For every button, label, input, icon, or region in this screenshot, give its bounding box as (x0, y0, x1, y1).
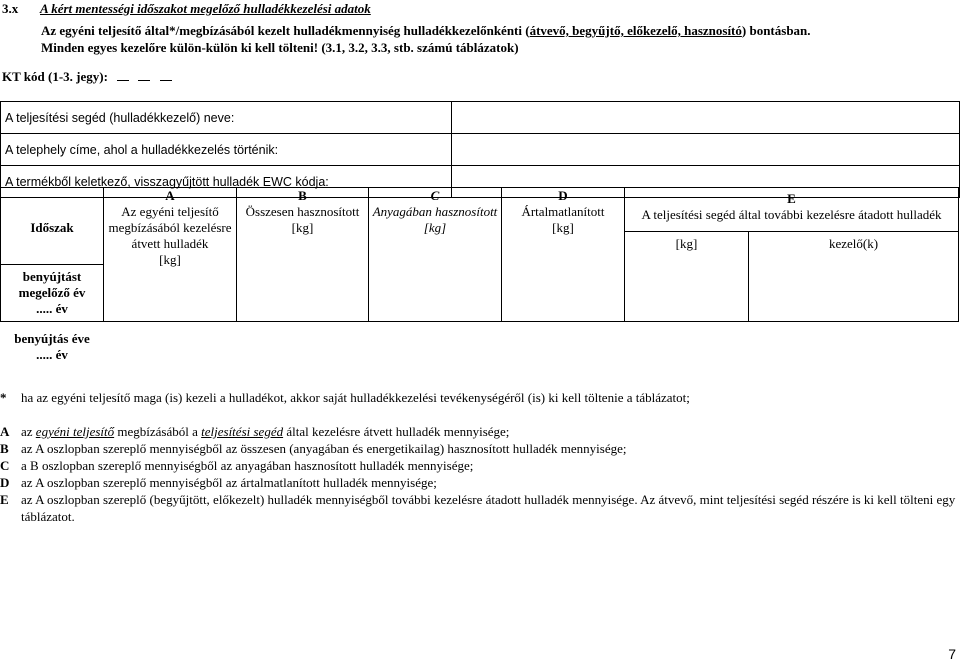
intro-part2: ) bontásban. (741, 23, 811, 38)
row-curr-line2: ..... év (36, 347, 68, 363)
row-curr-line1: benyújtás éve (14, 331, 90, 347)
col-c-text: Anyagában hasznosított (372, 204, 498, 219)
col-c-unit: [kg] (423, 220, 447, 235)
note-b (0, 440, 958, 457)
info-label: A termékből keletkező, visszagyűjtött hulladék EWC kódja: (1, 166, 452, 198)
col-e-text: A teljesítési segéd által további kezelésre átadott hulladék (641, 207, 942, 222)
col-d-letter: D (558, 188, 568, 203)
row-current-year-label (1, 322, 104, 373)
info-table (0, 101, 960, 198)
cell-curr-e-kg[interactable] (625, 322, 749, 373)
note-key: B (0, 441, 9, 456)
row-prev-line1: benyújtást (22, 269, 82, 284)
col-e-sub-handler (749, 232, 959, 322)
cell-curr-e-handler[interactable] (749, 322, 959, 373)
col-e-sub-kg (625, 232, 749, 322)
intro-text (41, 22, 941, 56)
col-d-unit: [kg] (552, 220, 574, 235)
note-text: az A oszlopban szereplő mennyiségből az összesen (anyagában és energetikailag) hasznosított hulladék mennyisége; (21, 441, 627, 456)
note-key: C (0, 458, 10, 473)
note-a-post: által kezelésre átvett hulladék mennyisége; (283, 424, 510, 439)
note-a (0, 423, 958, 440)
col-d-text: Ártalmatlanított (521, 204, 605, 219)
info-row-address (1, 134, 960, 166)
col-a-letter: A (165, 188, 175, 203)
note-c (0, 457, 958, 474)
col-e-sub2: kezelő(k) (828, 236, 879, 251)
col-d-header (502, 188, 625, 322)
note-text: ha az egyéni teljesítő maga (is) kezeli a hulladékot, akkor saját hulladékkezelési tevékenységéről (is) ki kell töltenie a táblázatot; (21, 390, 690, 405)
col-b-text: Összesen hasznosított (245, 204, 360, 219)
note-key: D (0, 475, 10, 490)
cell-curr-d[interactable] (502, 322, 625, 373)
info-value-field[interactable] (451, 134, 959, 166)
section-number: 3.x (2, 1, 19, 16)
col-e-sub1: [kg] (675, 236, 698, 251)
period-header: Időszak (30, 220, 74, 235)
col-b-header (237, 188, 369, 322)
cell-curr-a[interactable] (104, 322, 237, 373)
section-title: A kért mentességi időszakot megelőző hulladékkezelési adatok (40, 1, 371, 16)
waste-data-table (0, 187, 959, 373)
note-e (0, 491, 958, 525)
col-b-unit: [kg] (291, 220, 314, 235)
col-e-header (625, 188, 959, 232)
note-text: a B oszlopban szereplő mennyiségből az anyagában hasznosított hulladék mennyisége; (21, 458, 474, 473)
note-text: az A oszlopban szereplő mennyiségből az ártalmatlanított hulladék mennyisége; (21, 475, 437, 490)
col-a-unit: [kg] (159, 252, 181, 267)
note-d (0, 474, 958, 491)
page-number: 7 (948, 646, 956, 662)
cell-curr-b[interactable] (237, 322, 369, 373)
note-key: E (0, 492, 9, 507)
info-label: A telephely címe, ahol a hulladékkezelés történik: (1, 134, 452, 166)
col-a-header (104, 188, 237, 322)
col-c-header (369, 188, 502, 322)
note-text (21, 423, 958, 440)
info-label: A teljesítési segéd (hulladékkezelő) neve: (1, 102, 452, 134)
intro-roles: átvevő, begyűjtő, előkezelő, hasznosító (529, 23, 742, 38)
intro-line2: Minden egyes kezelőre külön-külön ki kell tölteni! (3.1, 3.2, 3.3, stb. számú táblázatok) (41, 40, 519, 55)
note-a-mid: megbízásából a (114, 424, 202, 439)
kt-code-label: KT kód (1-3. jegy): (2, 69, 108, 84)
row-prev-line2: megelőző év (18, 285, 86, 300)
footnotes (0, 389, 958, 525)
col-b-letter: B (298, 188, 307, 203)
info-row-name (1, 102, 960, 134)
kt-digit-1[interactable] (117, 69, 129, 81)
info-value-field[interactable] (451, 102, 959, 134)
note-key: * (0, 390, 7, 405)
note-key: A (0, 424, 10, 439)
note-a-term2: teljesítési segéd (201, 424, 284, 439)
note-star (0, 389, 958, 406)
kt-code (2, 69, 172, 85)
col-c-letter: C (430, 188, 440, 203)
row-prev-line3: ..... év (36, 301, 68, 316)
period-header-cell (1, 188, 104, 265)
row-prev-year-label (1, 265, 104, 322)
kt-digit-3[interactable] (160, 69, 172, 81)
intro-part1: Az egyéni teljesítő által*/megbízásából kezelt hulladékmennyiség hulladékkezelőnkénti ( (41, 23, 530, 38)
col-e-letter: E (787, 191, 796, 206)
note-text: az A oszlopban szereplő (begyűjtött, előkezelt) hulladék mennyiségből további kezelésre átadott hulladék mennyisége. Az átvevő, mint teljesítési segéd részére is ki kell tölteni egy táblázatot. (21, 492, 956, 524)
note-a-pre: az (21, 424, 36, 439)
kt-digit-2[interactable] (138, 69, 150, 81)
cell-curr-c[interactable] (369, 322, 502, 373)
col-a-text: Az egyéni teljesítő megbízásából kezelésre átvett hulladék (108, 204, 232, 251)
note-a-term1: egyéni teljesítő (35, 424, 115, 439)
